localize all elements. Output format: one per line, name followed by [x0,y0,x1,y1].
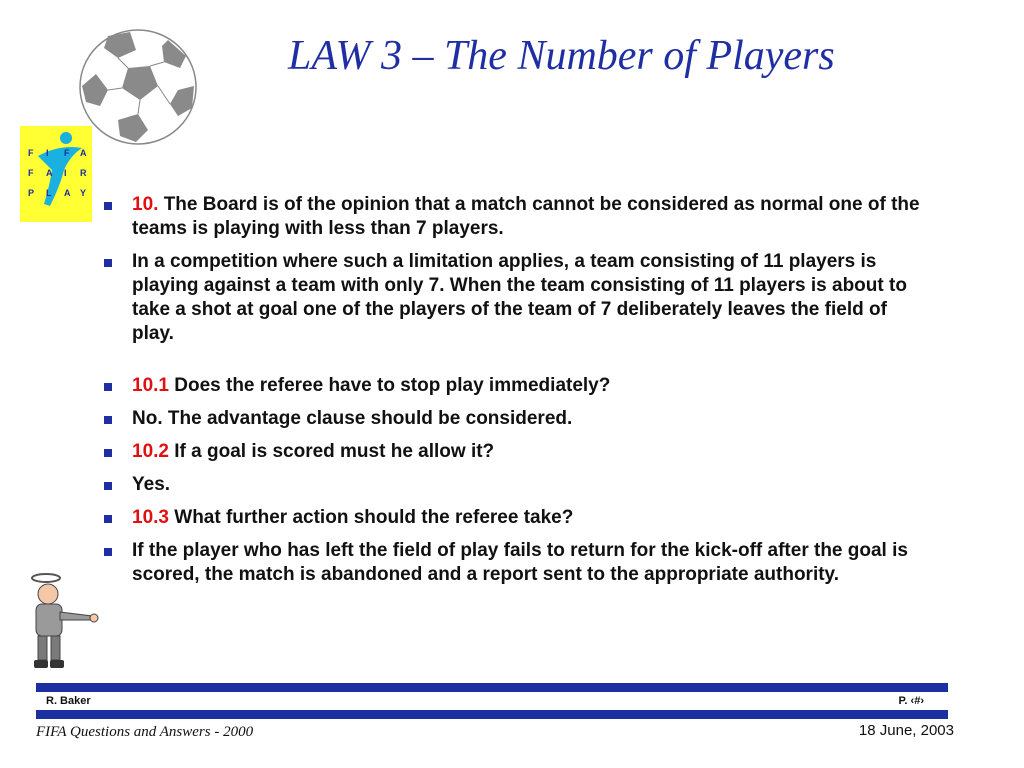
item-text: In a competition where such a limitation applies, a team consisting of 11 players is playing against a team with only 7. When the team consisting of 11 players is about to take a shot at goal one of the players of the team of 7 deliberately leaves the field of play. [132,251,907,344]
soccer-ball-icon [78,28,198,146]
item-text: The Board is of the opinion that a match cannot be considered as normal one of the teams is playing with less than 7 players. [132,194,920,239]
item-number: 10. [132,194,159,215]
list-item [104,374,934,398]
list-item [104,193,934,241]
logo-letter: F [28,148,34,158]
list-item [104,440,934,464]
item-text: Does the referee have to stop play immediately? [168,375,611,396]
referee-cartoon-icon [22,570,100,674]
footer-page-number: P. ‹#› [898,695,924,707]
item-text: No. The advantage clause should be considered. [132,408,573,429]
item-number: 10.2 [132,441,169,462]
logo-letter: F [64,148,70,158]
logo-letter: F [28,168,34,178]
footer-author: R. Baker [46,695,91,707]
list-item [104,473,934,497]
logo-letter: L [46,188,52,198]
item-text: If a goal is scored must he allow it? [168,441,495,462]
item-number: 10.1 [132,375,169,396]
fifa-fair-play-logo [20,126,92,222]
logo-letter: Y [80,188,87,198]
logo-letter: I [46,148,49,158]
bullet-list [104,193,934,596]
logo-letter: A [80,148,87,158]
logo-letter: A [46,168,53,178]
list-item [104,250,934,346]
list-item [104,539,934,587]
footer-band [36,683,948,719]
footer-presentation-title: FIFA Questions and Answers - 2000 [36,724,254,740]
logo-letter: P [28,188,35,198]
footer-bar-bottom [36,710,948,719]
item-text: What further action should the referee take? [168,507,574,528]
item-text: If the player who has left the field of play fails to return for the kick-off after the goal is scored, the match is abandoned and a report sent to the appropriate authority. [132,540,908,585]
logo-letter: R [80,168,87,178]
logo-letter: I [64,168,67,178]
slide-title: LAW 3 – The Number of Players [288,33,835,79]
item-number: 10.3 [132,507,169,528]
item-text: Yes. [132,474,171,495]
logo-letter: A [64,188,71,198]
list-item [104,407,934,431]
list-item [104,506,934,530]
footer-date: 18 June, 2003 [858,722,954,739]
footer-bar-top [36,683,948,692]
